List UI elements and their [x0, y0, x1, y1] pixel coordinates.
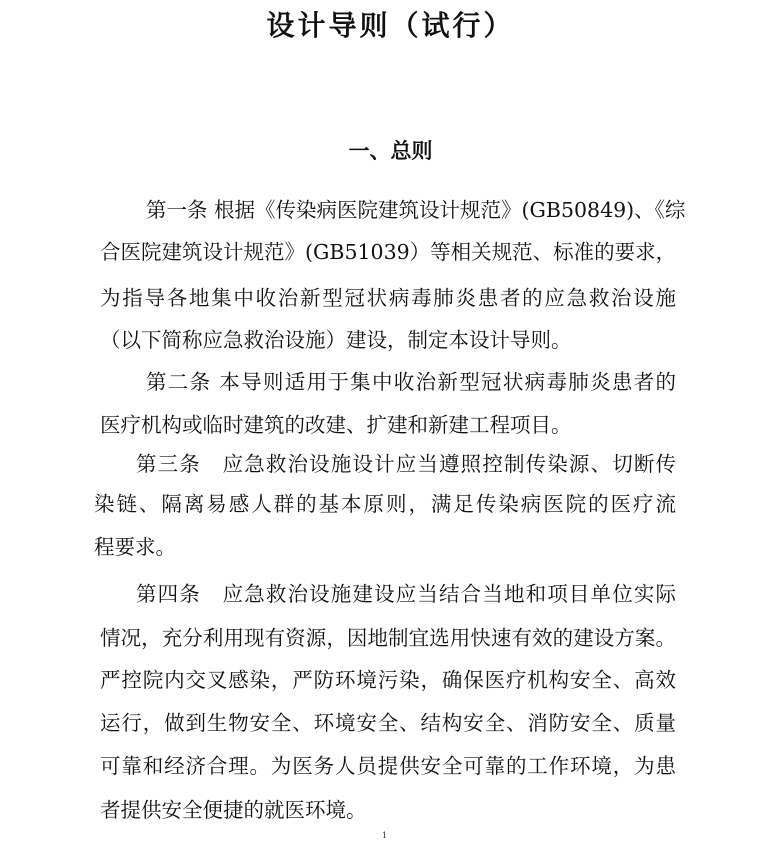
article-1-line-4: （以下简称应急救治设施）建设，制定本设计导则。 [100, 328, 572, 352]
document-title: 设计导则（试行） [266, 9, 515, 42]
article-4-line-5: 可靠和经济合理。为医务人员提供安全可靠的工作环境，为患 [100, 754, 676, 778]
page-number: 1 [382, 831, 388, 840]
section-heading: 一、总则 [348, 139, 433, 163]
article-1-line-2: 合医院建筑设计规范》(GB51039）等相关规范、标准的要求， [100, 240, 677, 264]
article-2-line-2: 医疗机构或临时建筑的改建、扩建和新建工程项目。 [100, 413, 572, 437]
article-3-line-3: 程要求。 [94, 535, 176, 559]
article-4-line-6: 者提供安全便捷的就医环境。 [100, 798, 367, 822]
article-4-line-2: 情况，充分利用现有资源，因地制宜选用快速有效的建设方案。 [100, 626, 676, 650]
article-4-line-3: 严控院内交叉感染，严防环境污染，确保医疗机构安全、高效 [100, 668, 676, 692]
article-1-line-3: 为指导各地集中收治新型冠状病毒肺炎患者的应急救治设施 [100, 286, 676, 310]
article-2-line-1: 第二条 本导则适用于集中收治新型冠状病毒肺炎患者的 [146, 370, 676, 394]
article-4-line-1: 第四条 应急救治设施建设应当结合当地和项目单位实际 [136, 582, 676, 606]
article-4-line-4: 运行，做到生物安全、环境安全、结构安全、消防安全、质量 [100, 711, 676, 735]
article-3-line-1: 第三条 应急救治设施设计应当遵照控制传染源、切断传 [136, 452, 676, 476]
article-1-line-1: 第一条 根据《传染病医院建筑设计规范》(GB50849)、《综 [146, 198, 686, 222]
article-3-line-2: 染链、隔离易感人群的基本原则，满足传染病医院的医疗流 [94, 492, 676, 516]
